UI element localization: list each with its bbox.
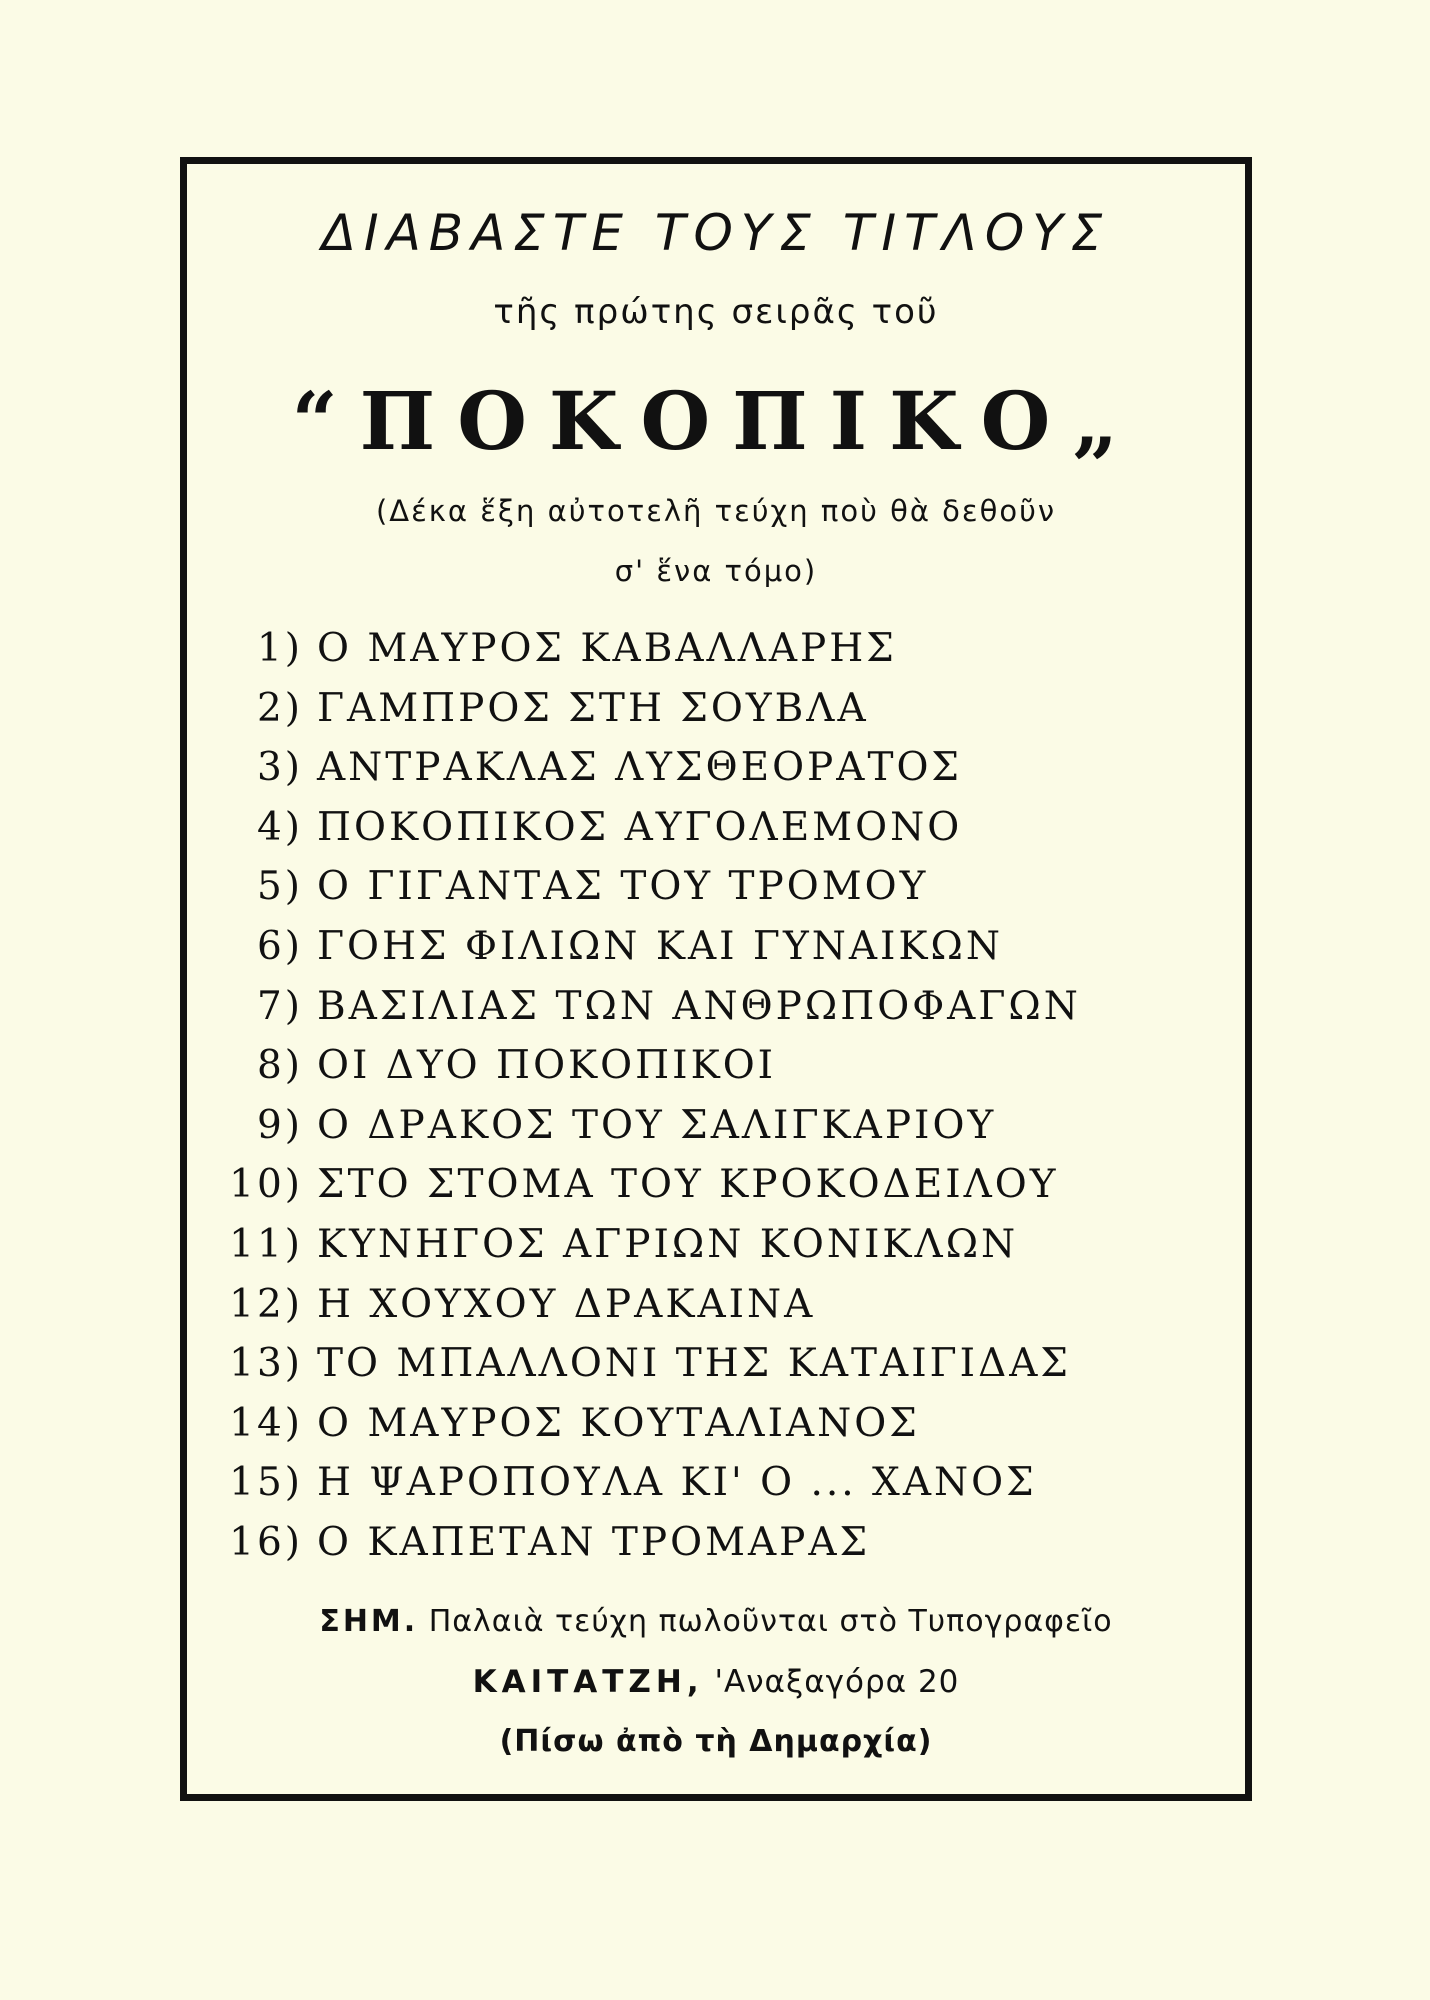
title-number: 1) bbox=[256, 626, 303, 671]
title-text: Ο ΜΑΥΡΟΣ ΚΟΥΤΑΛΙΑΝΟΣ bbox=[317, 1400, 920, 1446]
footer-note-text: Παλαιὰ τεύχη πωλοῦνται στὸ Τυπογραφεῖο bbox=[418, 1604, 1113, 1639]
title-item bbox=[215, 917, 1215, 977]
title-text: Ο ΜΑΥΡΟΣ ΚΑΒΑΛΛΑΡΗΣ bbox=[317, 626, 897, 671]
title-number: 16) bbox=[229, 1519, 303, 1565]
title-item bbox=[215, 738, 1215, 798]
title-text: Η ΧΟΥΧΟΥ ΔΡΑΚΑΙΝΑ bbox=[317, 1281, 816, 1327]
title-item bbox=[215, 798, 1215, 858]
title-number: 9) bbox=[256, 1102, 303, 1148]
title-item bbox=[215, 679, 1215, 739]
title-item bbox=[215, 1334, 1215, 1394]
title-number: 4) bbox=[256, 804, 303, 850]
title-item bbox=[215, 1513, 1215, 1573]
titles-list bbox=[215, 619, 1215, 1573]
footer-note-label: ΣΗΜ. bbox=[319, 1604, 419, 1639]
title-number: 7) bbox=[256, 983, 303, 1029]
title-number: 15) bbox=[229, 1460, 303, 1506]
series-note-line2: σ' ἕνα τόμο) bbox=[614, 554, 818, 588]
title-item bbox=[215, 1155, 1215, 1215]
title-item bbox=[215, 1394, 1215, 1454]
title-number: 11) bbox=[229, 1221, 303, 1267]
title-text: Ο ΓΙΓΑΝΤΑΣ ΤΟΥ ΤΡΟΜΟΥ bbox=[317, 864, 929, 910]
title-text: ΣΤΟ ΣΤΟΜΑ ΤΟΥ ΚΡΟΚΟΔΕΙΛΟΥ bbox=[317, 1162, 1059, 1208]
title-text: ΒΑΣΙΛΙΑΣ ΤΩΝ ΑΝΘΡΩΠΟΦΑΓΩΝ bbox=[317, 983, 1081, 1029]
title-number: 3) bbox=[256, 745, 303, 791]
title-text: ΟΙ ΔΥΟ ΠΟΚΟΠΙΚΟΙ bbox=[317, 1043, 777, 1089]
title-item bbox=[215, 619, 1215, 679]
title-number: 5) bbox=[256, 864, 303, 910]
printer-name: ΚΑΙΤΑΤΖΗ, bbox=[472, 1664, 704, 1700]
title-item bbox=[215, 1096, 1215, 1156]
title-number: 14) bbox=[229, 1400, 303, 1446]
footer-note-line2 bbox=[187, 1664, 1245, 1700]
title-number: 8) bbox=[256, 1043, 303, 1089]
advertisement-frame bbox=[180, 157, 1252, 1801]
title-item bbox=[215, 1453, 1215, 1513]
title-text: ΑΝΤΡΑΚΛΑΣ ΛΥΣΘΕΟΡΑΤΟΣ bbox=[317, 745, 963, 791]
title-text: ΤΟ ΜΠΑΛΛΟΝΙ ΤΗΣ ΚΑΤΑΙΓΙΔΑΣ bbox=[317, 1341, 1071, 1387]
title-text: Η ΨΑΡΟΠΟΥΛΑ ΚΙ' Ο ... ΧΑΝΟΣ bbox=[317, 1460, 1037, 1506]
title-item bbox=[215, 977, 1215, 1037]
footer-note-line3: (Πίσω ἀπὸ τὴ Δημαρχία) bbox=[499, 1724, 933, 1759]
title-text: ΠΟΚΟΠΙΚΟΣ ΑΥΓΟΛΕΜΟΝΟ bbox=[317, 804, 963, 850]
series-note-line1: (Δέκα ἕξη αὐτοτελῆ τεύχη ποὺ θὰ δεθοῦν bbox=[375, 494, 1057, 528]
title-text: Ο ΔΡΑΚΟΣ ΤΟΥ ΣΑΛΙΓΚΑΡΙΟΥ bbox=[317, 1102, 997, 1148]
series-name: “ΠΟΚΟΠΙΚΟ„ bbox=[291, 374, 1141, 468]
title-item bbox=[215, 1275, 1215, 1335]
title-number: 2) bbox=[256, 685, 303, 731]
title-number: 6) bbox=[256, 923, 303, 969]
title-item bbox=[215, 1036, 1215, 1096]
heading-title: ΔΙΑΒΑΣΤΕ ΤΟΥΣ ΤΙΤΛΟΥΣ bbox=[321, 204, 1111, 262]
title-number: 12) bbox=[229, 1281, 303, 1327]
title-text: ΓΟΗΣ ΦΙΛΙΩΝ ΚΑΙ ΓΥΝΑΙΚΩΝ bbox=[317, 923, 1004, 969]
title-number: 13) bbox=[229, 1341, 303, 1387]
printer-address: 'Αναξαγόρα 20 bbox=[703, 1664, 960, 1700]
title-text: ΓΑΜΠΡΟΣ ΣΤΗ ΣΟΥΒΛΑ bbox=[317, 685, 869, 731]
title-item bbox=[215, 857, 1215, 917]
title-text: Ο ΚΑΠΕΤΑΝ ΤΡΟΜΑΡΑΣ bbox=[317, 1519, 871, 1565]
title-number: 10) bbox=[229, 1162, 303, 1208]
title-text: ΚΥΝΗΓΟΣ ΑΓΡΙΩΝ ΚΟΝΙΚΛΩΝ bbox=[317, 1221, 1019, 1267]
footer-note-line1 bbox=[187, 1604, 1245, 1639]
title-item bbox=[215, 1215, 1215, 1275]
heading-subtitle: τῆς πρώτης σειρᾶς τοῦ bbox=[493, 292, 939, 332]
